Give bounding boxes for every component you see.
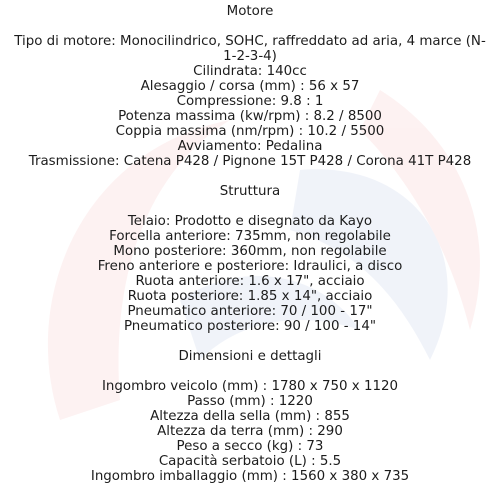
spec-line: Ruota posteriore: 1.85 x 14", acciaio (127, 289, 373, 304)
spec-line: Freno anteriore e posteriore: Idraulici, a disco (97, 259, 403, 274)
spec-line: Mono posteriore: 360mm, non regolabile (113, 244, 387, 259)
spec-line: Altezza da terra (mm) : 290 (157, 424, 343, 439)
section-title-motore: Motore (226, 4, 274, 19)
spacer (0, 19, 500, 34)
spacer (0, 199, 500, 214)
spec-line: Coppia massima (nm/rpm) : 10.2 / 5500 (115, 124, 385, 139)
spec-line: Ruota anteriore: 1.6 x 17", acciaio (135, 274, 365, 289)
spacer (0, 364, 500, 379)
spec-line: Pneumatico anteriore: 70 / 100 - 17" (127, 304, 373, 319)
spec-line: Altezza della sella (mm) : 855 (150, 409, 350, 424)
spec-line: Compressione: 9.8 : 1 (176, 94, 324, 109)
section-title-struttura: Struttura (219, 184, 281, 199)
spec-line: Ingombro imballaggio (mm) : 1560 x 380 x 735 (90, 469, 410, 484)
spec-line: Trasmissione: Catena P428 / Pignone 15T P428 / Corona 41T P428 (28, 154, 472, 169)
spec-line: Pneumatico posteriore: 90 / 100 - 14" (123, 319, 377, 334)
spec-line: Alesaggio / corsa (mm) : 56 x 57 (140, 79, 360, 94)
spec-line: Ingombro veicolo (mm) : 1780 x 750 x 1120 (101, 379, 399, 394)
spec-line: Telaio: Prodotto e disegnato da Kayo (127, 214, 373, 229)
spec-line: Capacità serbatoio (L) : 5.5 (158, 454, 342, 469)
spec-line: Cilindrata: 140cc (193, 64, 307, 79)
spacer (0, 334, 500, 349)
spec-line: Passo (mm) : 1220 (187, 394, 313, 409)
spec-line: 1-2-3-4) (223, 49, 277, 64)
spacer (0, 169, 500, 184)
spec-line: Potenza massima (kw/rpm) : 8.2 / 8500 (118, 109, 382, 124)
section-title-dimensioni: Dimensioni e dettagli (178, 349, 322, 364)
spec-line: Tipo di motore: Monocilindrico, SOHC, raffreddato ad aria, 4 marce (N- (14, 34, 486, 49)
spec-line: Avviamento: Pedalina (177, 139, 323, 154)
spec-line: Peso a secco (kg) : 73 (176, 439, 324, 454)
spec-line: Forcella anteriore: 735mm, non regolabile (109, 229, 391, 244)
